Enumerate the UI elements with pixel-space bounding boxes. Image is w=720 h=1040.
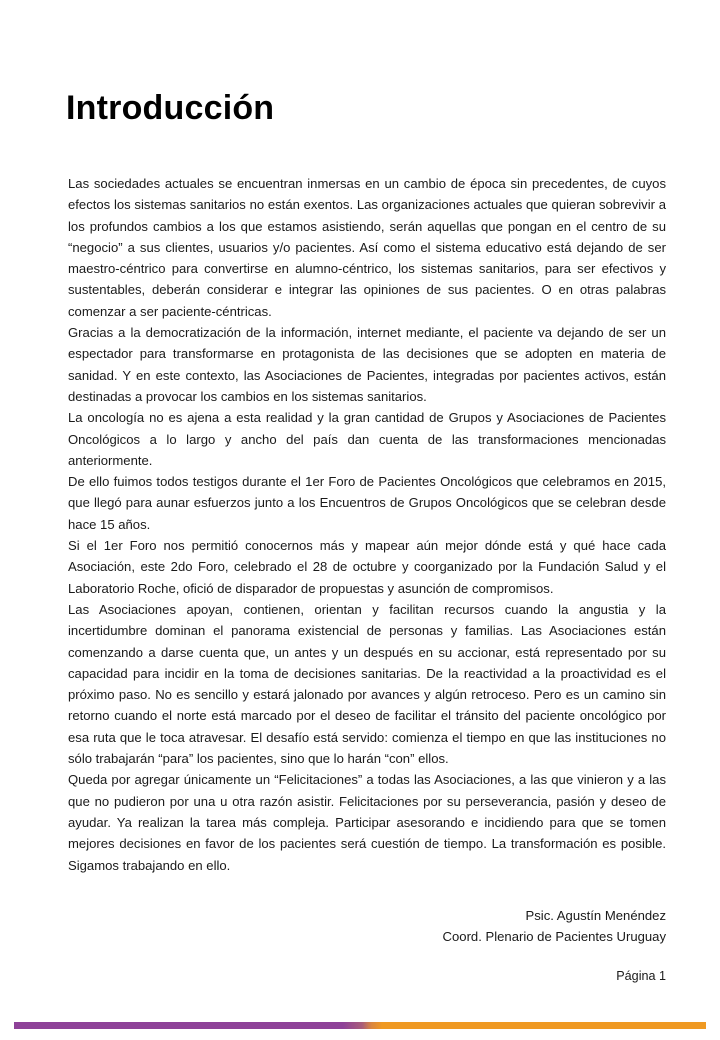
document-body bbox=[68, 173, 666, 876]
paragraph: Queda por agregar únicamente un “Felicitaciones” a todas las Asociaciones, a las que vinieron y a las que no pudieron por una u otra razón asistir. Felicitaciones por su perseverancia, pasión y deseo de ayudar. Ya realizan la tarea más compleja. Participar asesorando e incidiendo para que se tomen mejores decisiones en favor de los pacientes será cuestión de tiempo. La transformación es posible. Sigamos trabajando en ello. bbox=[68, 772, 666, 873]
signature-role: Coord. Plenario de Pacientes Uruguay bbox=[442, 929, 666, 945]
signature-block bbox=[68, 905, 666, 948]
paragraph: Gracias a la democratización de la información, internet mediante, el paciente va dejando de ser un espectador para transformarse en protagonista de las decisiones que se adopten en materia de sanidad. Y en este contexto, las Asociaciones de Pacientes, integradas por pacientes activos, están destinadas a provocar los cambios en los sistemas sanitarios. bbox=[68, 325, 666, 404]
paragraph: La oncología no es ajena a esta realidad y la gran cantidad de Grupos y Asociaciones de Pacientes Oncológicos a lo largo y ancho del país dan cuenta de las transformaciones mencionadas anteriormente. bbox=[68, 410, 666, 468]
paragraph: Las sociedades actuales se encuentran inmersas en un cambio de época sin precedentes, de cuyos efectos los sistemas sanitarios no están exentos. Las organizaciones actuales que quieran sobrevivir a los profundos cambios a los que estamos asistiendo, serán aquellas que pongan en el centro de su “negocio” a sus clientes, usuarios y/o pacientes. Así como el sistema educativo está dejando de ser maestro-céntrico para convertirse en alumno-céntrico, los sistemas sanitarios, para ser efectivos y sustentables, deberán considerar e integrar las opiniones de sus pacientes. O en otras palabras comenzar a ser paciente-céntricas. bbox=[68, 176, 666, 319]
paragraph: Si el 1er Foro nos permitió conocernos más y mapear aún mejor dónde está y qué hace cada Asociación, este 2do Foro, celebrado el 28 de octubre y coorganizado por la Fundación Salud y el Laboratorio Roche, ofició de disparador de propuestas y asunción de compromisos. bbox=[68, 538, 666, 596]
footer-accent-bar bbox=[14, 1022, 706, 1029]
page-title: Introducción bbox=[66, 88, 275, 127]
paragraph: Las Asociaciones apoyan, contienen, orientan y facilitan recursos cuando la angustia y la incertidumbre dominan el panorama existencial de personas y familias. Las Asociaciones están comenzando a darse cuenta que, un antes y un después en su accionar, está representado por su capacidad para incidir en la toma de decisiones sanitarias. De la reactividad a la proactividad es el próximo paso. No es sencillo y estará jalonado por avances y algún retroceso. Pero es un camino sin retorno cuando el norte está marcado por el deseo de facilitar el tránsito del paciente oncológico por esa ruta que le toca atravesar. El desafío está servido: comienza el tiempo en que las instituciones no sólo trabajarán “para” los pacientes, sino que lo harán “con” ellos. bbox=[68, 601, 666, 767]
page-number-footer: Página 1 bbox=[616, 969, 666, 983]
signature-name: Psic. Agustín Menéndez bbox=[525, 908, 666, 923]
paragraph: De ello fuimos todos testigos durante el 1er Foro de Pacientes Oncológicos que celebramos en 2015, que llegó para aunar esfuerzos junto a los Encuentros de Grupos Oncológicos que se celebran desde hace 15 años. bbox=[68, 474, 666, 532]
